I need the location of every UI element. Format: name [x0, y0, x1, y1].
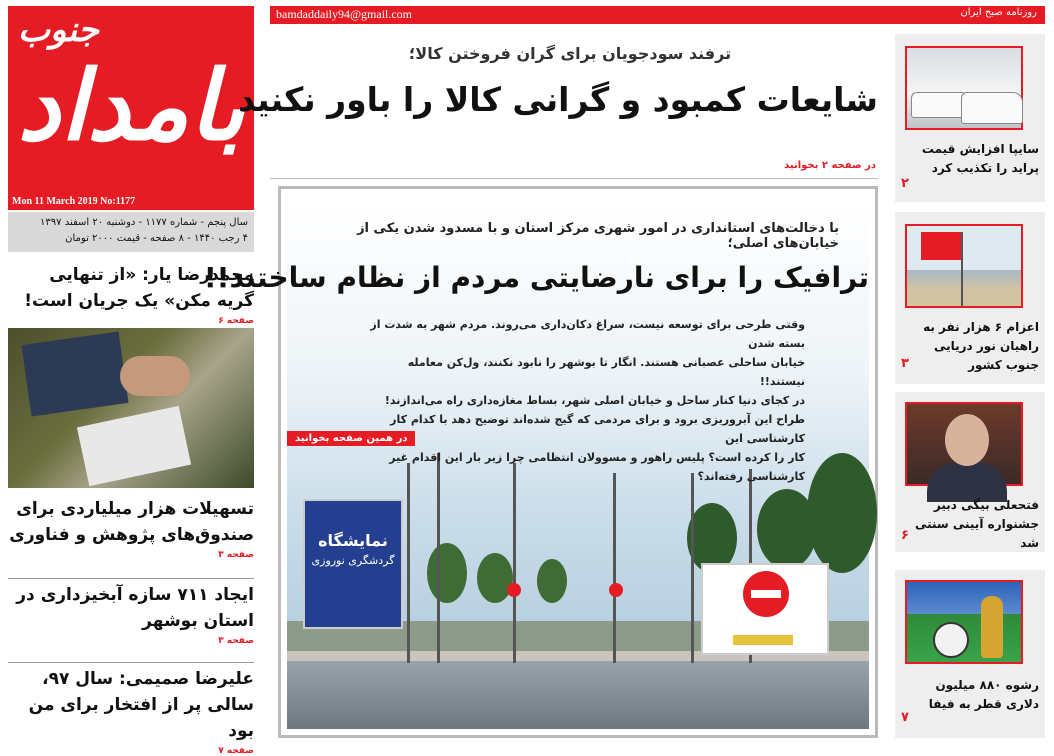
left-story-headline: علیرضا صمیمی: سال ۹۷، سالی پر از افتخار برای من بود: [28, 669, 254, 741]
right-story-2[interactable]: [895, 212, 1045, 384]
right-story-page: ۲: [901, 176, 909, 191]
divider: [270, 178, 878, 179]
left-story-ref: صفحه ۳: [218, 550, 254, 560]
right-story-text: رشوه ۸۸۰ میلیون دلاری قطر به فیفا: [928, 678, 1039, 711]
issue-line-1: سال پنجم - شماره ۱۱۷۷ - دوشنبه ۲۰ اسفند ۱۳۹۷: [40, 217, 248, 228]
cars-photo: [905, 46, 1023, 130]
tree: [537, 559, 567, 603]
brochure-paper: [77, 406, 191, 486]
feature-headline[interactable]: ترافیک را برای نارضایتی مردم از نظام ساختند!!: [203, 261, 869, 294]
pole: [691, 473, 694, 663]
tree: [427, 543, 467, 603]
car: [961, 92, 1023, 124]
exhibition-billboard: [303, 499, 403, 629]
flagpole: [961, 232, 963, 306]
feature-body-line: خیابان ساحلی عصبانی هستند. انگار تا بوشهر را نابود نکنند، ول‌کن معامله نیستند!!: [407, 356, 805, 388]
main-headline[interactable]: شایعات کمبود و گرانی کالا را باور نکنید: [238, 80, 878, 119]
feature-body-line: در کجای دنیا کنار ساحل و خیابان اصلی شهر، بساط مغازه‌داری راه می‌اندازند!: [384, 394, 805, 407]
main-read-ref[interactable]: در صفحه ۲ بخوانید: [784, 160, 876, 171]
pole: [613, 473, 616, 663]
right-story-text: فتحعلی بیگی دبیر جشنواره آیینی سنتی شد: [914, 498, 1039, 550]
left-story-1[interactable]: [8, 262, 254, 326]
right-story-1[interactable]: [895, 34, 1045, 202]
pole: [407, 463, 410, 663]
feature-body: [365, 315, 805, 486]
brochure-card: [21, 332, 128, 417]
tree: [807, 453, 877, 573]
left-story-headline: محمدرضا یار: «از تنهایی گریه مکن» یک جریان است!: [24, 265, 254, 311]
feature-photo-road: [287, 661, 869, 729]
no-entry-small-icon: [609, 583, 623, 597]
right-story-3[interactable]: [895, 392, 1045, 552]
tree: [477, 553, 513, 603]
left-story-ref: صفحه ۳: [218, 636, 254, 646]
no-entry-icon: [743, 571, 789, 617]
no-entry-sign: [701, 563, 829, 655]
pole: [513, 463, 516, 663]
billboard-title: نمایشگاه: [318, 531, 388, 550]
trophy-icon: [981, 596, 1003, 658]
left-story-3[interactable]: [8, 582, 254, 646]
issue-line-2: ۴ رجب ۱۴۴۰ - ۸ صفحه - قیمت ۲۰۰۰ تومان: [65, 233, 248, 244]
feature-body-line: کار را کرده است؟ پلیس راهور و مسوولان انتظامی چرا زیر بار این اقدام غیر کارشناسی رفته‌اند؟: [389, 451, 805, 483]
left-story-4[interactable]: [8, 666, 254, 756]
left-story-ref: صفحه ۷: [218, 746, 254, 756]
left-story-2[interactable]: [8, 496, 254, 560]
masthead: [8, 6, 254, 210]
right-story-4[interactable]: [895, 570, 1045, 738]
main-kicker: ترفند سودجویان برای گران فروختن کالا؛: [408, 44, 732, 63]
brochure-photo: [8, 328, 254, 488]
feature-read-ref[interactable]: در همین صفحه بخوانید: [287, 431, 415, 446]
flag-icon: [921, 232, 961, 260]
right-story-text: اعزام ۶ هزار نفر به راهیان نور دریایی جنوب کشور: [923, 320, 1039, 372]
masthead-dateline: Mon 11 March 2019 No:1177: [12, 196, 136, 207]
divider: [8, 578, 254, 579]
feature-kicker: با دخالت‌های استانداری در امور شهری مرکز استان و با مسدود شدن یکی از خیابان‌های اصلی؛: [357, 221, 839, 251]
masthead-sublogo: جنوب: [18, 10, 99, 50]
right-story-page: ۳: [901, 356, 909, 371]
top-bar: [270, 6, 1045, 24]
right-story-page: ۶: [901, 528, 909, 543]
portrait-face: [945, 414, 989, 466]
portrait-photo: [905, 402, 1023, 486]
feature-body-line: طراح این آبروریزی برود و برای مردمی که گیج شده‌اند توضیح دهد با کدام کار کارشناسی این: [390, 413, 805, 445]
hand: [120, 356, 190, 396]
left-story-headline: تسهیلات هزار میلیاردی برای صندوق‌های پژوهش و فناوری: [9, 499, 254, 545]
soccer-photo: [905, 580, 1023, 664]
left-story-ref: صفحه ۶: [218, 316, 254, 326]
tagline: روزنامه صبح ایران: [960, 7, 1037, 18]
feature-body-line: وقتی طرحی برای توسعه نیست، سراغ دکان‌داری می‌روند. مردم شهر به شدت از بسته شدن: [370, 318, 805, 350]
arrow-icon: [733, 635, 793, 645]
contact-email-link[interactable]: bamdaddaily94@gmail.com: [276, 7, 413, 21]
soccer-ball-icon: [933, 622, 969, 658]
billboard-subtitle: گردشگری نوروزی: [311, 554, 395, 567]
left-story-headline: ایجاد ۷۱۱ سازه آبخیزداری در استان بوشهر: [16, 585, 254, 631]
divider: [8, 662, 254, 663]
right-story-page: ۷: [901, 710, 909, 725]
right-story-text: سایپا افزایش قیمت پراید را تکذیب کرد: [921, 142, 1039, 175]
masthead-logo: بامداد: [17, 49, 245, 162]
sea-flag-photo: [905, 224, 1023, 308]
issue-info: [8, 212, 254, 252]
no-entry-small-icon: [507, 583, 521, 597]
